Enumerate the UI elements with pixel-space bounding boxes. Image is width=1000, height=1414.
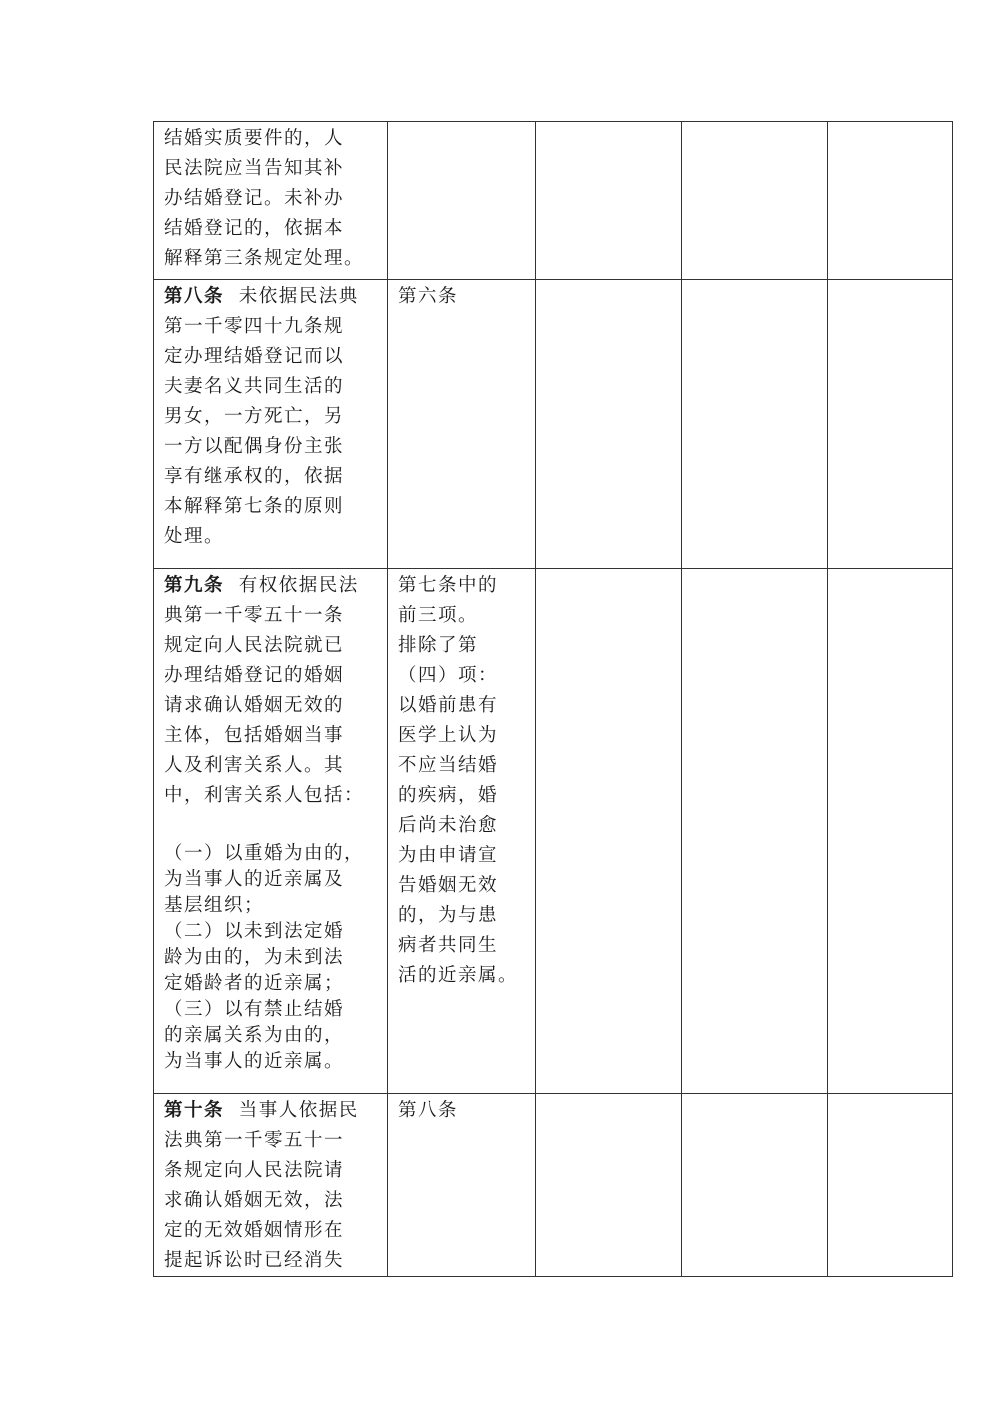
text-line: 办理结婚登记的婚姻 xyxy=(164,665,345,686)
text-line: 结婚实质要件的，人 xyxy=(164,128,345,149)
cell-interpretation-text xyxy=(154,1094,388,1277)
list-item-line: （一）以重婚为由的， xyxy=(164,843,365,864)
text-line: 夫妻名义共同生活的 xyxy=(164,376,345,397)
text-line: 后尚未治愈 xyxy=(398,815,499,836)
text-line: 民法院应当告知其补 xyxy=(164,158,345,179)
text-line: 男女，一方死亡，另 xyxy=(164,406,345,427)
text-line: 告婚姻无效 xyxy=(398,875,499,896)
article-number: 第九条 xyxy=(164,575,225,596)
cell-empty xyxy=(536,569,682,1094)
text-line: 主体，包括婚姻当事 xyxy=(164,725,345,746)
text-line: 处理。 xyxy=(164,526,225,547)
text-line: （四）项： xyxy=(398,665,499,686)
text-line: 结婚登记的，依据本 xyxy=(164,218,345,239)
table-row xyxy=(154,569,953,1094)
cell-empty xyxy=(682,122,828,280)
list-item-line: 为当事人的近亲属及 xyxy=(164,869,345,890)
text-line: 活的近亲属。 xyxy=(398,965,519,986)
text-line xyxy=(164,1096,379,1126)
text-line: 第八条 xyxy=(398,1100,459,1121)
list-item-line: 的亲属关系为由的， xyxy=(164,1025,345,1046)
cell-old-article xyxy=(388,280,536,569)
article-number: 第十条 xyxy=(164,1100,225,1121)
list-item-line: 为当事人的近亲属。 xyxy=(164,1051,345,1072)
list-item-line: 龄为由的，为未到法 xyxy=(164,947,345,968)
cell-interpretation-text xyxy=(154,122,388,280)
text-line: 排除了第 xyxy=(398,635,479,656)
text-line: 办结婚登记。未补办 xyxy=(164,188,345,209)
text-line xyxy=(164,571,379,601)
cell-empty xyxy=(536,280,682,569)
list-item-line: 基层组织； xyxy=(164,895,265,916)
text-line: 人及利害关系人。其 xyxy=(164,755,345,776)
article-number: 第八条 xyxy=(164,286,225,307)
text-line: 前三项。 xyxy=(398,605,479,626)
text-line: 请求确认婚姻无效的 xyxy=(164,695,345,716)
text-line xyxy=(164,282,379,312)
comparison-table xyxy=(153,121,953,1277)
table-row xyxy=(154,1094,953,1277)
text-line: 中，利害关系人包括： xyxy=(164,785,365,806)
cell-empty xyxy=(682,280,828,569)
text-segment: 有权依据民法 xyxy=(238,575,359,596)
cell-old-article xyxy=(388,122,536,280)
text-line: 医学上认为 xyxy=(398,725,499,746)
cell-old-article xyxy=(388,569,536,1094)
text-line: 典第一千零五十一条 xyxy=(164,605,345,626)
table-row xyxy=(154,280,953,569)
text-line: 条规定向人民法院请 xyxy=(164,1160,345,1181)
list-item-line: 定婚龄者的近亲属； xyxy=(164,973,345,994)
cell-old-article xyxy=(388,1094,536,1277)
cell-interpretation-text xyxy=(154,280,388,569)
text-line: 不应当结婚 xyxy=(398,755,499,776)
text-line: 一方以配偶身份主张 xyxy=(164,436,345,457)
text-line: 为由申请宣 xyxy=(398,845,499,866)
text-line: 第六条 xyxy=(398,286,459,307)
cell-empty xyxy=(828,569,953,1094)
text-line: 病者共同生 xyxy=(398,935,499,956)
text-line: 法典第一千零五十一 xyxy=(164,1130,345,1151)
cell-empty xyxy=(682,1094,828,1277)
text-line: 规定向人民法院就已 xyxy=(164,635,345,656)
list-item-line: （二）以未到法定婚 xyxy=(164,921,345,942)
cell-empty xyxy=(536,122,682,280)
table-row xyxy=(154,122,953,280)
text-line: 的，为与患 xyxy=(398,905,499,926)
text-line: 以婚前患有 xyxy=(398,695,499,716)
cell-empty xyxy=(536,1094,682,1277)
text-line: 定的无效婚姻情形在 xyxy=(164,1220,345,1241)
text-line: 的疾病，婚 xyxy=(398,785,499,806)
text-line: 定办理结婚登记而以 xyxy=(164,346,345,367)
text-line: 解释第三条规定处理。 xyxy=(164,248,365,269)
text-line: 第七条中的 xyxy=(398,575,499,596)
cell-empty xyxy=(828,122,953,280)
text-segment: 未依据民法典 xyxy=(238,286,359,307)
text-segment: 当事人依据民 xyxy=(238,1100,359,1121)
text-line: 第一千零四十九条规 xyxy=(164,316,345,337)
text-line: 提起诉讼时已经消失 xyxy=(164,1250,345,1271)
cell-empty xyxy=(828,280,953,569)
list-item-line: （三）以有禁止结婚 xyxy=(164,999,345,1020)
text-line: 享有继承权的，依据 xyxy=(164,466,345,487)
text-line: 求确认婚姻无效，法 xyxy=(164,1190,345,1211)
cell-empty xyxy=(828,1094,953,1277)
blank-line xyxy=(164,811,379,841)
text-line: 本解释第七条的原则 xyxy=(164,496,345,517)
cell-empty xyxy=(682,569,828,1094)
cell-interpretation-text xyxy=(154,569,388,1094)
